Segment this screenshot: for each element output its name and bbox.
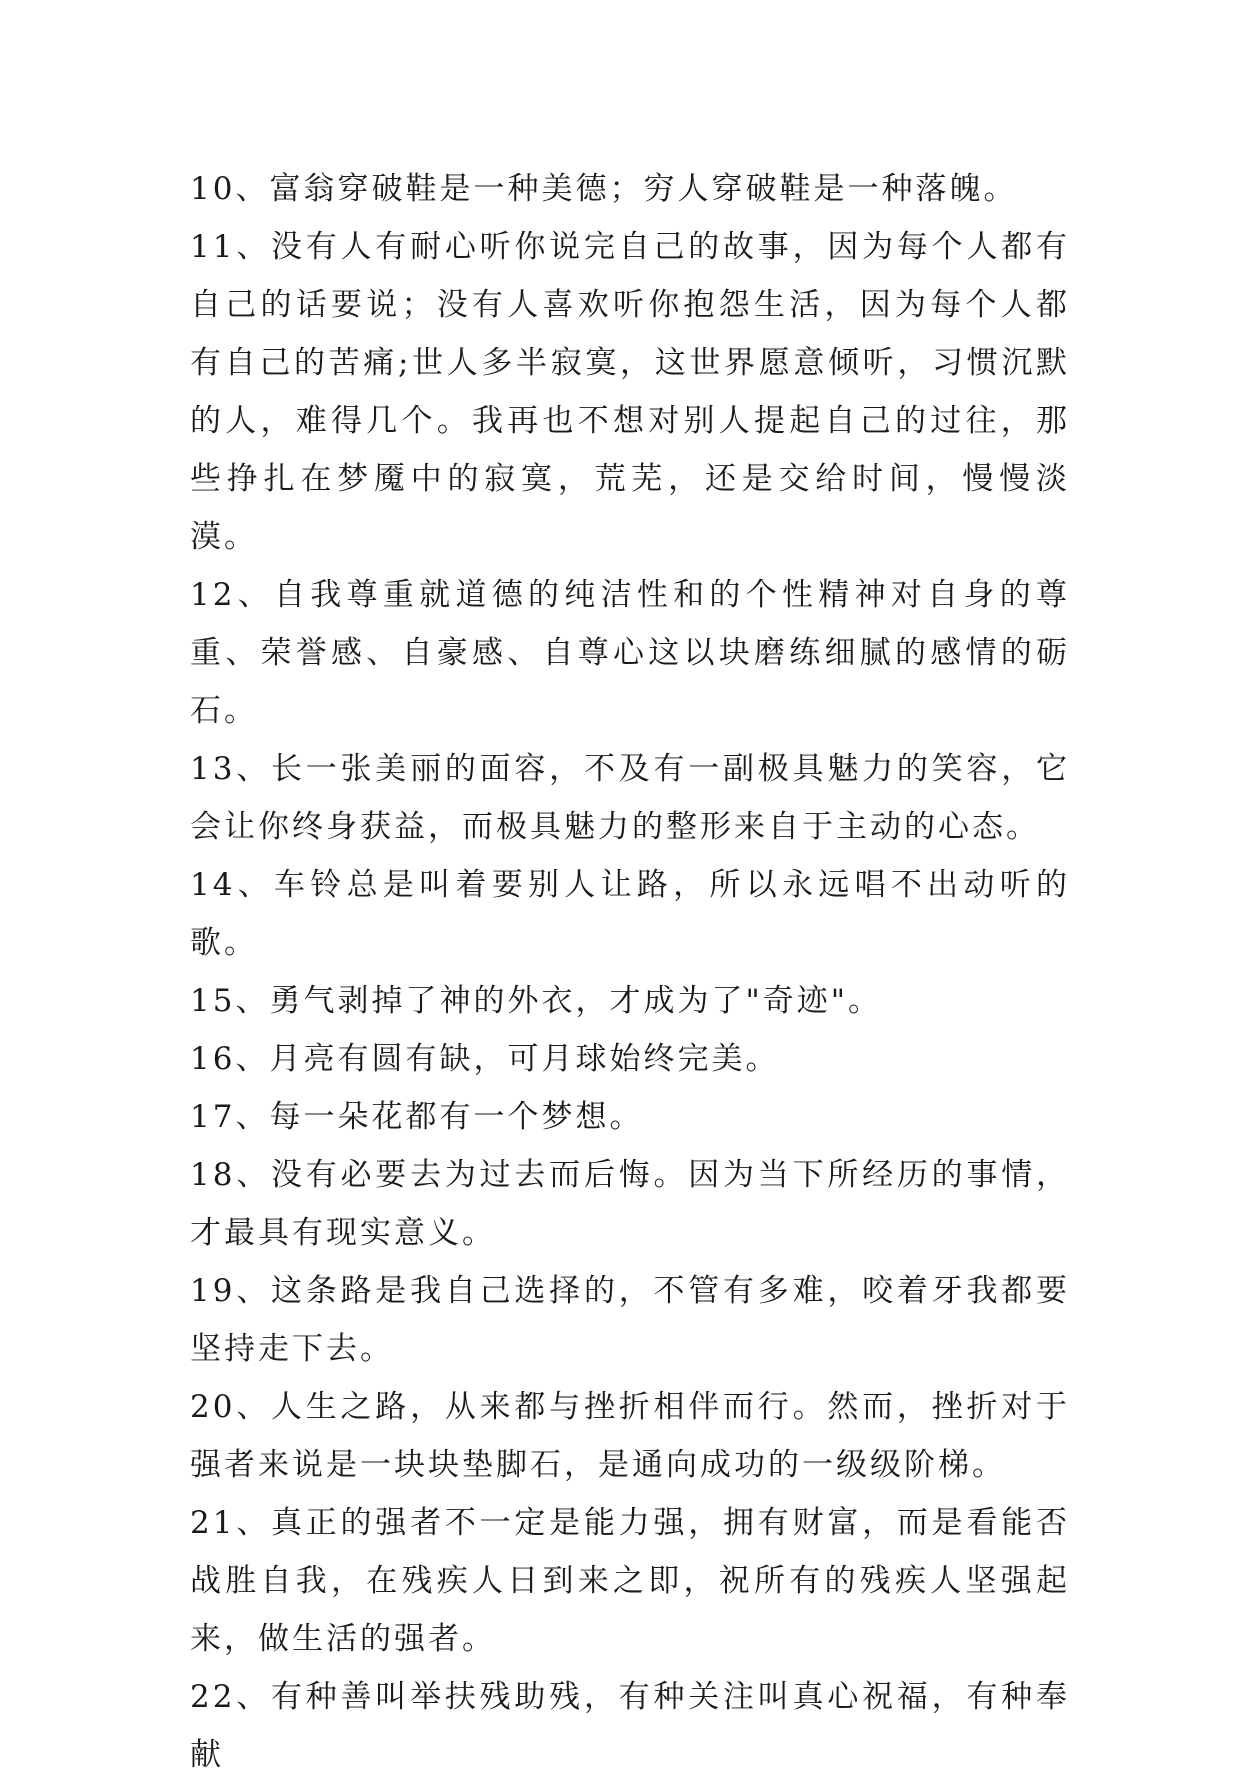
quote-item-13: 13、长一张美丽的面容，不及有一副极具魅力的笑容，它会让你终身获益，而极具魅力的整形来自于主动的心态。	[190, 751, 1070, 845]
quote-item-16: 16、月亮有圆有缺，可月球始终完美。	[190, 1041, 780, 1077]
quote-item-17: 17、每一朵花都有一个梦想。	[190, 1099, 644, 1135]
quote-item-10: 10、富翁穿破鞋是一种美德；穷人穿破鞋是一种落魄。	[190, 171, 1018, 207]
quote-item-22: 22、有种善叫举扶残助残，有种关注叫真心祝福，有种奉献	[190, 1679, 1070, 1773]
quote-item-15: 15、勇气剥掉了神的外衣，才成为了"奇迹"。	[190, 983, 882, 1019]
quote-item-12: 12、自我尊重就道德的纯洁性和的个性精神对自身的尊重、荣誉感、自豪感、自尊心这以块磨练细腻的感情的砺石。	[190, 577, 1070, 729]
quote-item-14: 14、车铃总是叫着要别人让路，所以永远唱不出动听的歌。	[190, 867, 1070, 961]
quote-item-21: 21、真正的强者不一定是能力强，拥有财富，而是看能否战胜自我，在残疾人日到来之即，祝所有的残疾人坚强起来，做生活的强者。	[190, 1505, 1070, 1657]
quote-item-19: 19、这条路是我自己选择的，不管有多难，咬着牙我都要坚持走下去。	[190, 1273, 1070, 1367]
quote-item-20: 20、人生之路，从来都与挫折相伴而行。然而，挫折对于强者来说是一块块垫脚石，是通向成功的一级级阶梯。	[190, 1389, 1070, 1483]
quote-item-11: 11、没有人有耐心听你说完自己的故事，因为每个人都有自己的话要说；没有人喜欢听你抱怨生活，因为每个人都有自己的苦痛;世人多半寂寞，这世界愿意倾听，习惯沉默的人，难得几个。我再也不想对别人提起自己的过往，那些挣扎在梦魇中的寂寞，荒芜，还是交给时间，慢慢淡漠。	[190, 229, 1070, 555]
document-body	[190, 160, 1070, 1784]
quote-item-18: 18、没有必要去为过去而后悔。因为当下所经历的事情，才最具有现实意义。	[190, 1157, 1070, 1251]
